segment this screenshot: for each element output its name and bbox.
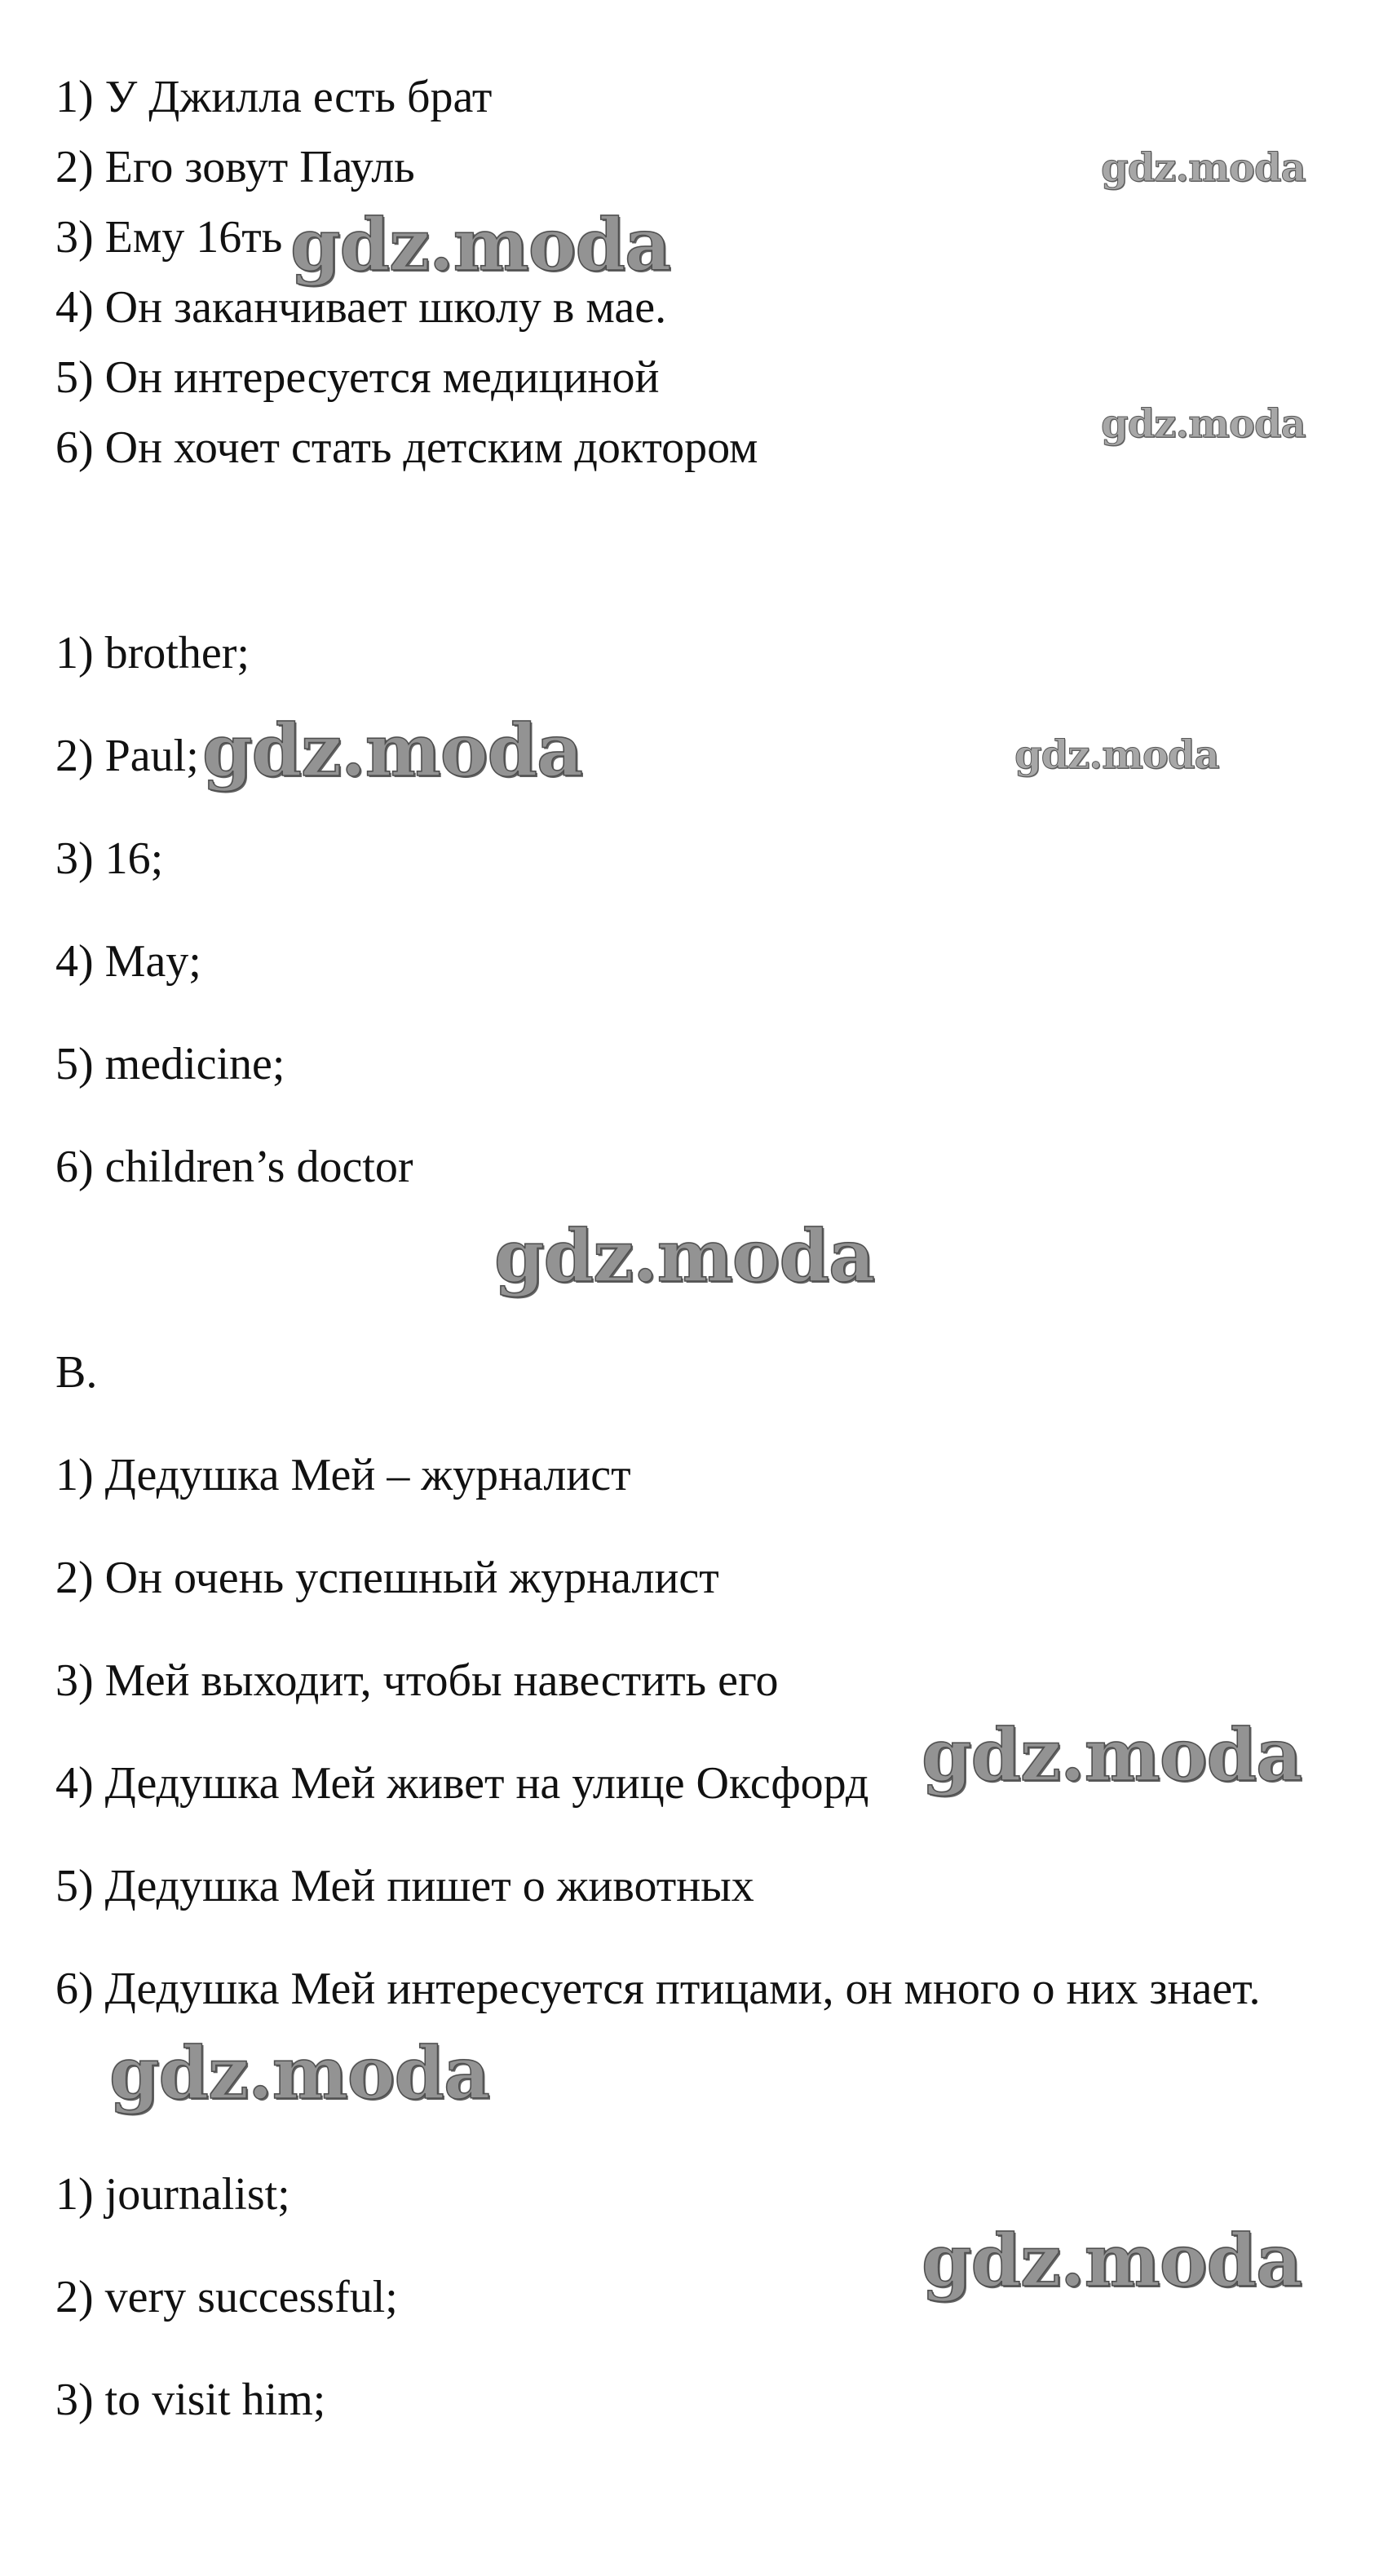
watermark: gdz.moda — [1014, 732, 1219, 778]
section-b-ru-line-1: 1) Дедушка Мей – журналист — [55, 1450, 631, 1500]
section-b-en-line-1: 1) journalist; — [55, 2169, 290, 2220]
watermark: gdz.moda — [922, 2218, 1302, 2303]
watermark: gdz.moda — [290, 202, 671, 287]
section-a-en-line-5: 5) medicine; — [55, 1039, 285, 1089]
watermark: gdz.moda — [202, 708, 583, 793]
section-a-en-line-2: 2) Paul; — [55, 731, 199, 781]
section-b-ru-line-6: 6) Дедушка Мей интересуется птицами, он много о них знает. — [55, 1964, 1261, 2014]
section-a-en-line-1: 1) brother; — [55, 628, 250, 678]
section-a-ru-line-5: 5) Он интересуется медициной — [55, 352, 660, 403]
section-a-en-line-6: 6) children’s doctor — [55, 1142, 413, 1192]
section-b-ru-line-2: 2) Он очень успешный журналист — [55, 1553, 719, 1603]
section-b-en-line-3: 3) to visit him; — [55, 2375, 326, 2425]
section-a-ru-line-2: 2) Его зовут Пауль — [55, 142, 415, 192]
section-b-ru-line-3: 3) Мей выходит, чтобы навестить его — [55, 1655, 779, 1706]
section-b-ru-line-4: 4) Дедушка Мей живет на улице Оксфорд — [55, 1758, 869, 1809]
section-b-heading: B. — [55, 1347, 98, 1398]
watermark: gdz.moda — [494, 1213, 875, 1298]
section-a-ru-line-6: 6) Он хочет стать детским доктором — [55, 422, 758, 473]
section-a-en-line-3: 3) 16; — [55, 833, 164, 884]
watermark: gdz.moda — [1101, 145, 1306, 191]
section-b-en-line-2: 2) very successful; — [55, 2272, 398, 2322]
watermark: gdz.moda — [109, 2030, 490, 2115]
watermark: gdz.moda — [1101, 401, 1306, 447]
section-b-ru-line-5: 5) Дедушка Мей пишет о животных — [55, 1861, 754, 1911]
section-a-ru-line-3: 3) Ему 16ть — [55, 212, 283, 263]
section-a-ru-line-1: 1) У Джилла есть брат — [55, 72, 493, 122]
section-a-ru-line-4: 4) Он заканчивает школу в мае. — [55, 282, 667, 333]
section-a-en-line-4: 4) May; — [55, 936, 201, 987]
watermark: gdz.moda — [922, 1712, 1302, 1797]
